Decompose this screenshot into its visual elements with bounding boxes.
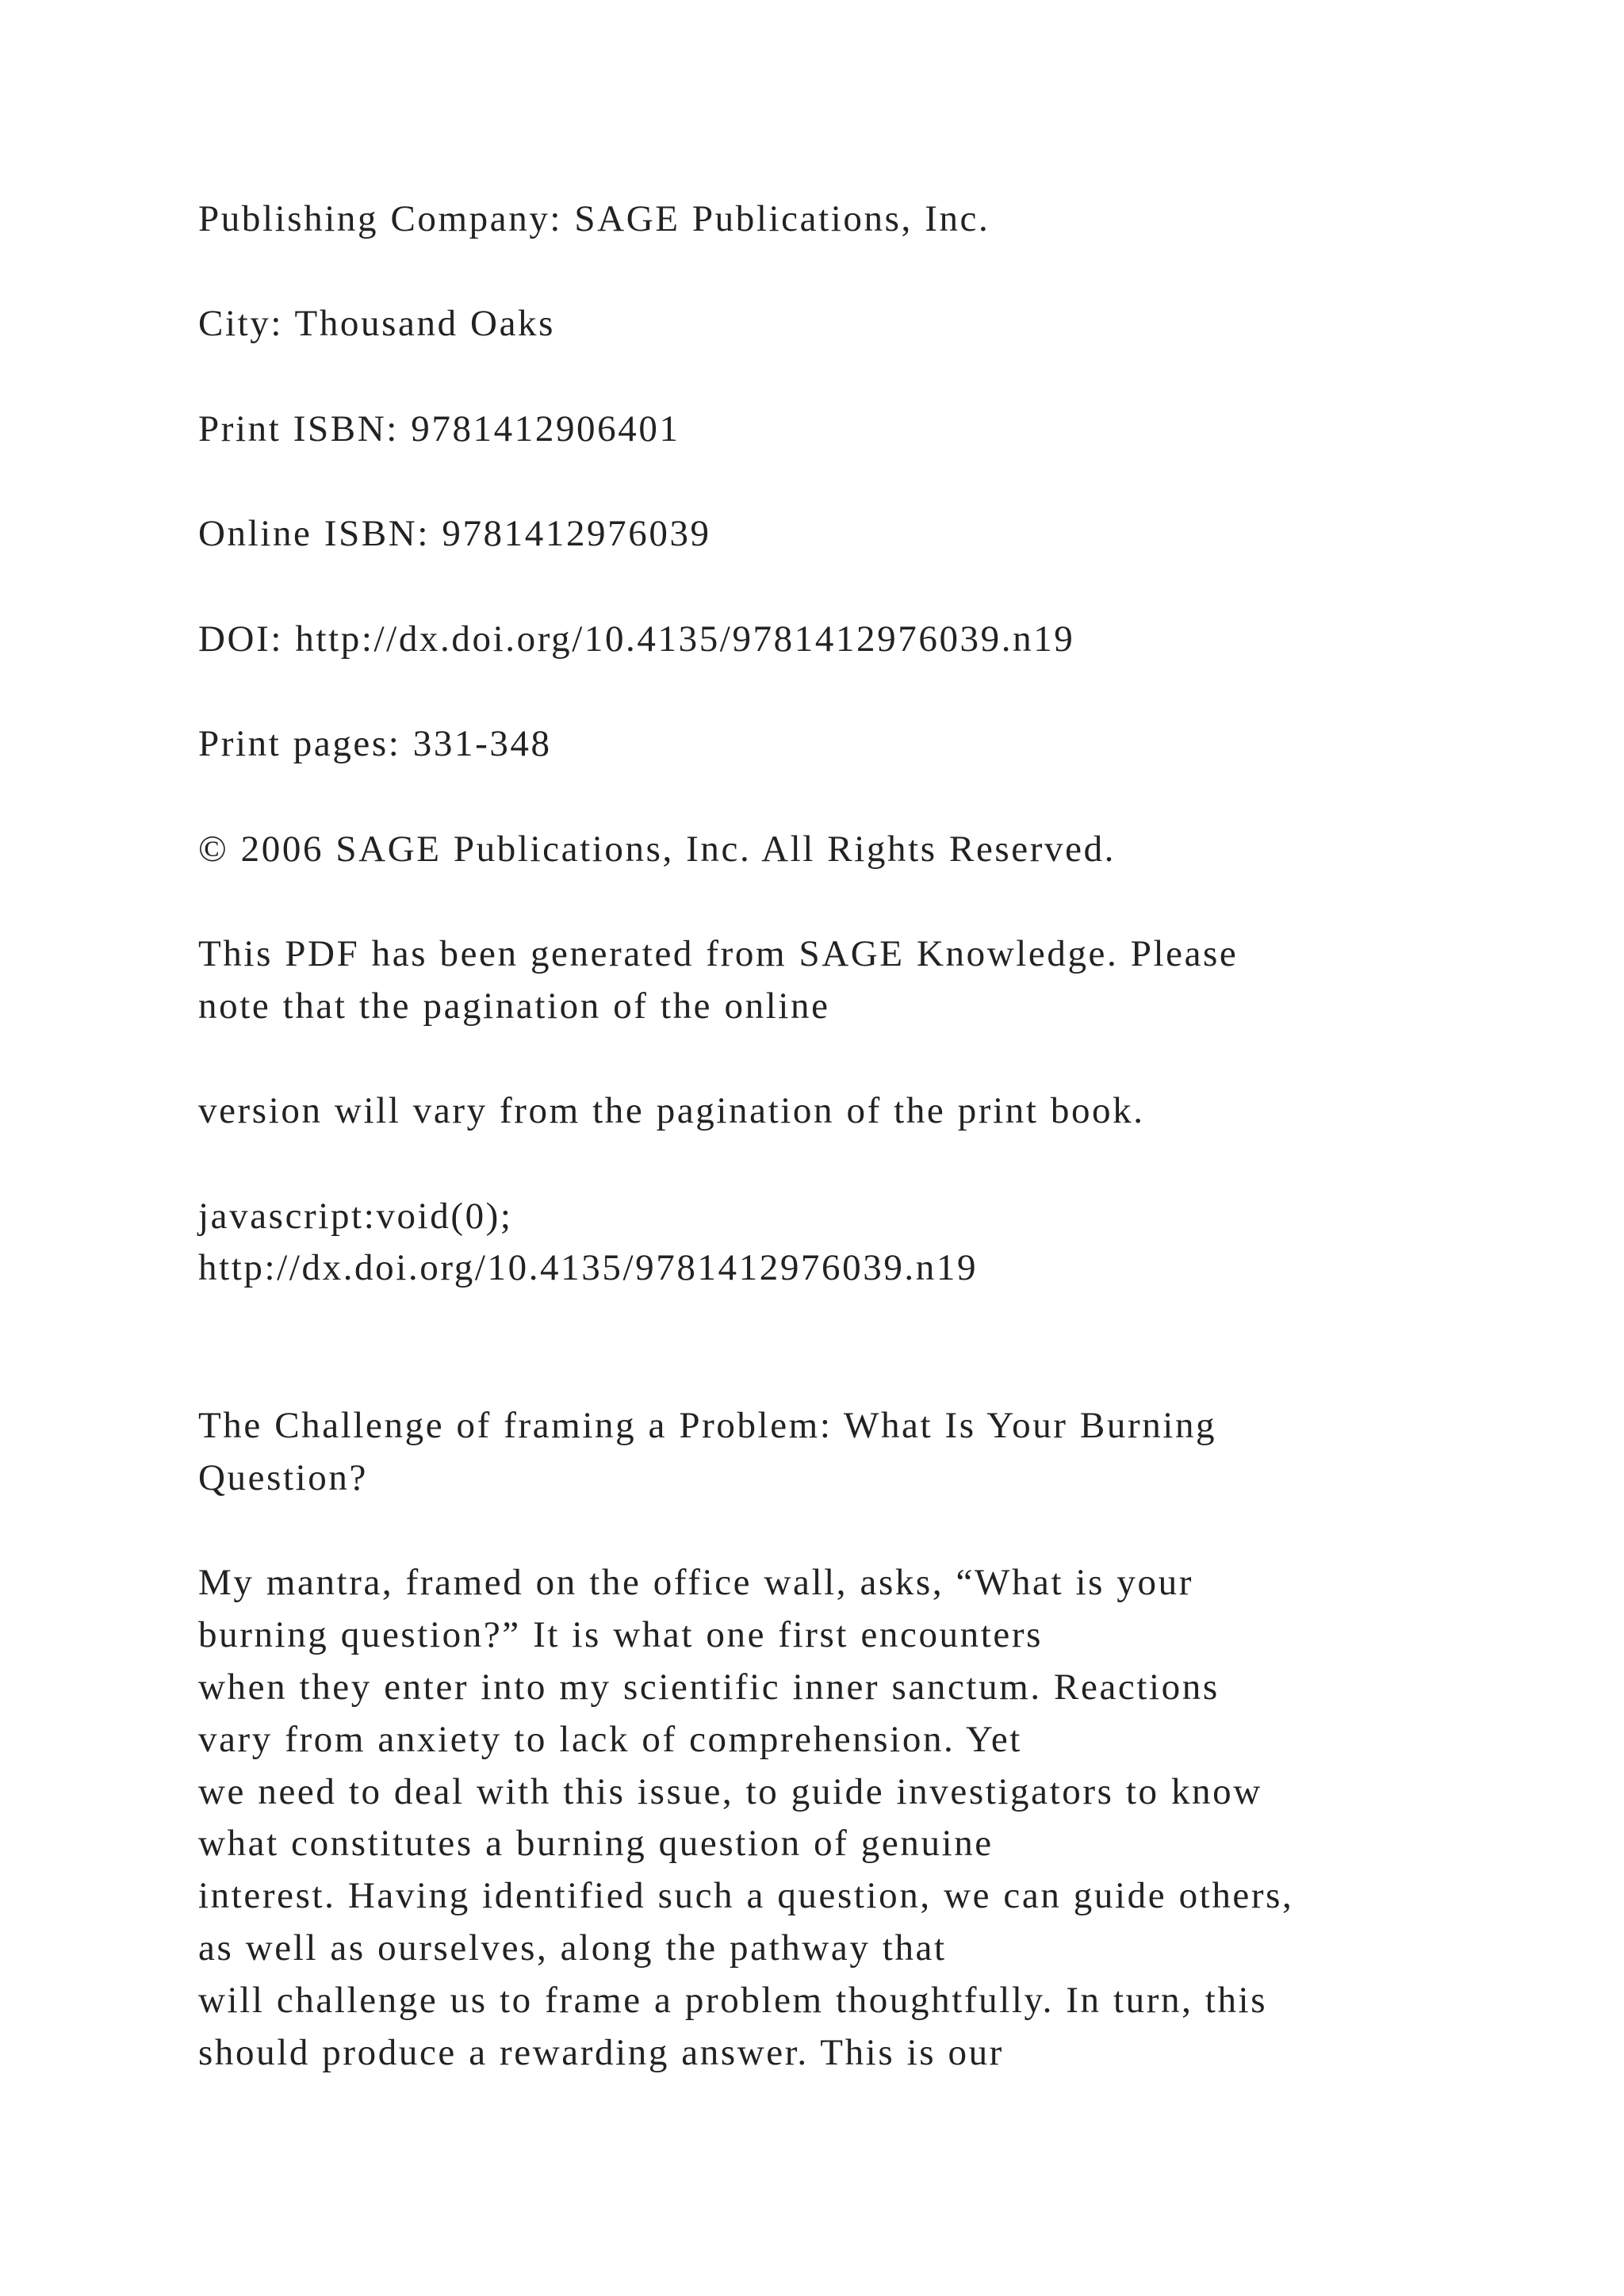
online-isbn-line: Online ISBN: 9781412976039 [198, 513, 711, 554]
body-line-2: burning question?” It is what one first encounters [198, 1614, 1044, 1655]
body-line-9: will challenge us to frame a problem thoughtfully. In turn, this [198, 1980, 1268, 2021]
javascript-link-line: javascript:void(0); [198, 1196, 513, 1237]
body-line-1: My mantra, framed on the office wall, asks, “What is your [198, 1562, 1193, 1603]
doi-line: DOI: http://dx.doi.org/10.4135/9781412976039.n19 [198, 618, 1075, 660]
publishing-company-line: Publishing Company: SAGE Publications, Inc. [198, 198, 990, 239]
section-title-line-2: Question? [198, 1457, 368, 1498]
body-line-10: should produce a rewarding answer. This is our [198, 2032, 1004, 2073]
doi-url-line: http://dx.doi.org/10.4135/9781412976039.n19 [198, 1247, 979, 1288]
body-line-6: what constitutes a burning question of genuine [198, 1823, 994, 1864]
body-line-4: vary from anxiety to lack of comprehension. Yet [198, 1719, 1022, 1760]
print-pages-line: Print pages: 331-348 [198, 723, 552, 764]
body-line-3: when they enter into my scientific inner sanctum. Reactions [198, 1667, 1220, 1708]
pdf-notice-line-2: note that the pagination of the online [198, 985, 830, 1027]
pdf-notice-line-1: This PDF has been generated from SAGE Knowledge. Please [198, 933, 1239, 974]
print-isbn-line: Print ISBN: 9781412906401 [198, 408, 680, 450]
pdf-notice-line-3: version will vary from the pagination of the print book. [198, 1090, 1145, 1131]
city-line: City: Thousand Oaks [198, 303, 556, 344]
body-line-8: as well as ourselves, along the pathway that [198, 1927, 947, 1969]
section-title-line-1: The Challenge of framing a Problem: What Is Your Burning [198, 1405, 1217, 1446]
copyright-line: © 2006 SAGE Publications, Inc. All Rights Reserved. [198, 828, 1116, 870]
body-line-7: interest. Having identified such a question, we can guide others, [198, 1875, 1294, 1916]
body-line-5: we need to deal with this issue, to guide investigators to know [198, 1771, 1262, 1812]
